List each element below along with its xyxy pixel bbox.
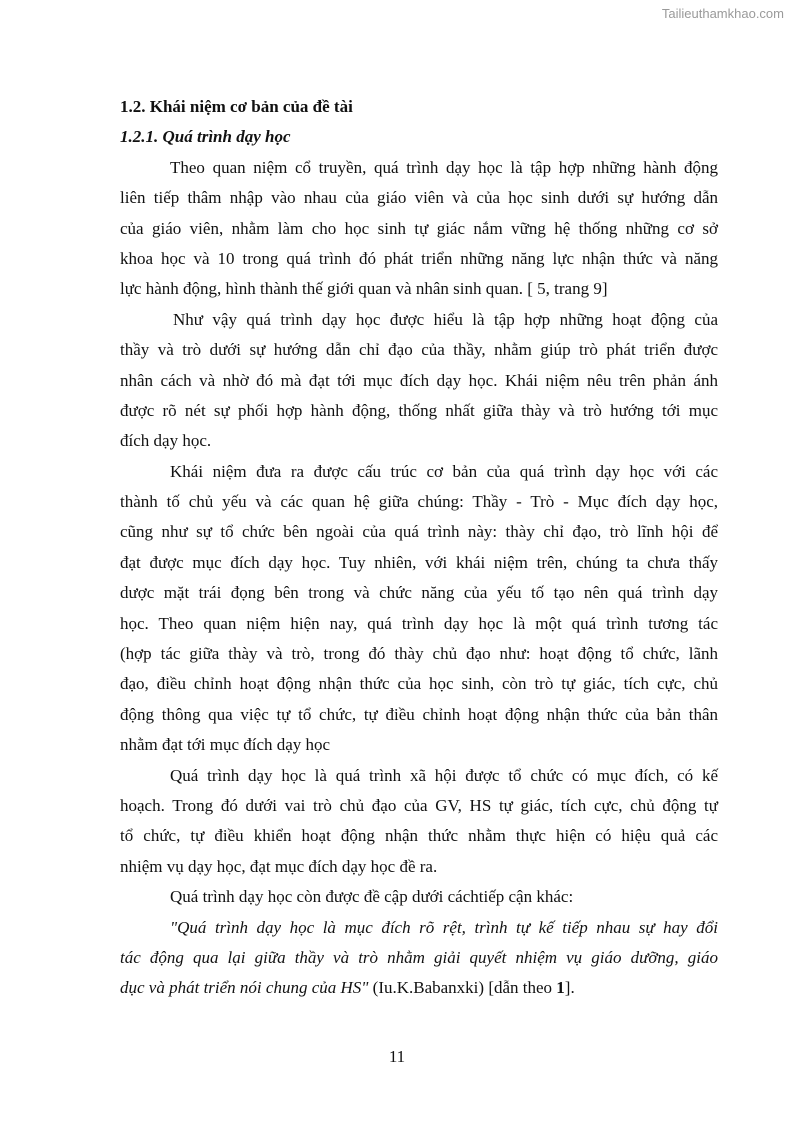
quote-citation: (Iu.K.Babanxki) [dẫn theo [368,978,557,998]
paragraph-line: nhằm đạt tới mục đích dạy học [120,735,331,755]
quote-text-end: dục và phát triển nói chung của HS" [120,978,369,998]
paragraph-line: cũng như sự tổ chức bên ngoài của quá trình này: thày chỉ đạo, trò lĩnh hội để [120,522,718,542]
paragraph-line: Như vậy quá trình dạy học được hiểu là tập hợp những hoạt động của [173,309,718,329]
paragraph-line: dược mặt trái đọng bên trong và chức năng của yếu tố tạo nên quá trình dạy [120,583,718,603]
subsection-heading: 1.2.1. Quá trình dạy học [120,127,291,147]
paragraph-line: tổ chức, tự điều khiển hoạt động nhận thức nhằm thực hiện có hiệu quả các [120,826,718,846]
paragraph-line: đích dạy học. [120,431,212,451]
paragraph-line: thầy và trò dưới sự hướng dẫn chỉ đạo của thầy, nhằm giúp trò phát triển được [120,340,718,360]
quotation [120,913,718,1004]
paragraph-line: nhiệm vụ dạy học, đạt mục đích dạy học đề ra. [120,856,438,876]
section-heading: 1.2. Khái niệm cơ bản của đề tài [120,97,353,116]
paragraph-4 [120,761,718,883]
paragraph-line: động thông qua việc tự tổ chức, tự điều chỉnh hoạt động nhận thức của bản thân [120,704,718,724]
paragraph-line: học. Theo quan niệm hiện nay, quá trình dạy học là một quá trình tương tác [120,613,718,633]
paragraph-line: liên tiếp thâm nhập vào nhau của giáo viên và của học sinh dưới sự hướng dẫn [120,188,718,208]
paragraph-line: đạt được mục đích dạy học. Tuy nhiên, với khái niệm trên, chúng ta chưa thấy [120,552,718,572]
quote-line: tác động qua lại giữa thầy và trò nhằm giải quyết nhiệm vụ giáo dưỡng, giáo [120,947,718,967]
paragraph-line: (hợp tác giữa thày và trò, trong đó thày chủ đạo như: hoạt động tổ chức, lãnh [120,644,718,664]
paragraph-line: khoa học và 10 trong quá trình đó phát triển những năng lực nhận thức và năng [120,248,718,268]
document-page [120,92,718,1004]
quote-line [120,973,718,1003]
reference-number: 1 [556,978,565,998]
paragraph-line: Quá trình dạy học là quá trình xã hội được tổ chức có mục đích, có kế [170,765,718,785]
paragraph-5: Quá trình dạy học còn được đề cập dưới cáchtiếp cận khác: [170,887,574,907]
paragraph-line: nhân cách và nhờ đó mà đạt tới mục đích dạy học. Khái niệm nêu trên phản ánh [120,370,718,390]
paragraph-line: được rõ nét sự phối hợp hành động, thống nhất giữa thày và trò hướng tới mục [120,400,718,420]
paragraph-line: Khái niệm đưa ra được cấu trúc cơ bản của quá trình dạy học với các [170,461,718,481]
paragraph-line: thành tố chủ yếu và các quan hệ giữa chúng: Thầy - Trò - Mục đích dạy học, [120,492,718,512]
page-number: 11 [388,1047,406,1066]
paragraph-line: lực hành động, hình thành thế giới quan và nhân sinh quan. [ 5, trang 9] [120,279,608,299]
paragraph-1 [120,153,718,305]
quote-line: "Quá trình dạy học là mục đích rõ rệt, trình tự kế tiếp nhau sự hay đổi [170,917,718,937]
paragraph-line: của giáo viên, nhằm làm cho học sinh tự giác nắm vững hệ thống những cơ sở [120,218,718,238]
paragraph-line: đạo, điều chỉnh hoạt động nhận thức của học sinh, còn trò tự giác, tích cực, chủ [120,674,718,694]
paragraph-line: hoạch. Trong đó dưới vai trò chủ đạo của GV, HS tự giác, tích cực, chủ động tự [120,795,718,815]
citation-close: ]. [564,978,575,998]
paragraph-line: Theo quan niệm cổ truyền, quá trình dạy học là tập hợp những hành động [170,157,718,177]
paragraph-2 [120,305,718,457]
paragraph-3 [120,457,718,761]
watermark: Tailieuthamkhao.com [661,6,784,21]
